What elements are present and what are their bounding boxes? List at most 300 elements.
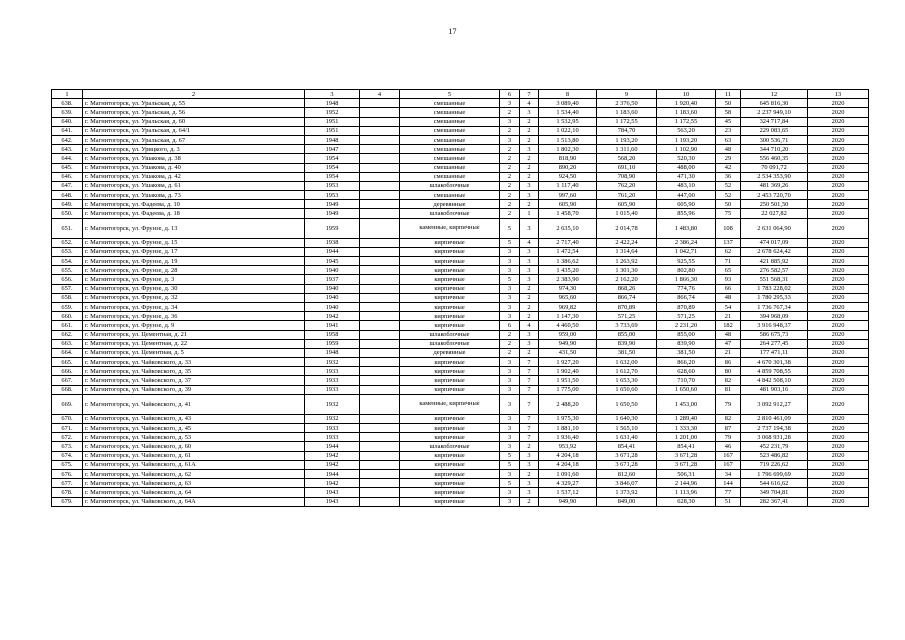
table-cell: 1943 (305, 488, 360, 497)
table-cell: 1 927,20 (539, 358, 597, 367)
table-cell: 1 333,30 (657, 424, 716, 433)
table-cell: смешанные (400, 145, 500, 154)
table-cell: 1 172,55 (657, 117, 716, 126)
table-cell: 605,90 (657, 200, 716, 209)
table-cell: 2020 (808, 209, 869, 218)
table-cell: смешанные (400, 126, 500, 135)
table-cell: 1940 (305, 293, 360, 302)
table-row (52, 424, 869, 433)
table-cell: 924,50 (539, 172, 597, 181)
table-cell: г. Магнитогорск, ул. Чайковского, д. 35 (83, 367, 305, 376)
table-cell: 1 902,40 (539, 367, 597, 376)
table-cell: 1 650,50 (597, 394, 657, 414)
table-cell: 997,60 (539, 191, 597, 200)
table-cell: 77 (716, 488, 741, 497)
table-cell (360, 414, 400, 423)
table-cell: 2020 (808, 191, 869, 200)
table-cell (360, 108, 400, 117)
table-cell: г. Магнитогорск, ул. Уральская, д. 64/1 (83, 126, 305, 135)
table-cell (360, 238, 400, 247)
table-cell: 2020 (808, 330, 869, 339)
table-cell: 2020 (808, 488, 869, 497)
table-cell: 638. (52, 99, 83, 108)
table-cell: 1952 (305, 108, 360, 117)
table-cell: 640. (52, 117, 83, 126)
table-cell: 675. (52, 460, 83, 469)
table-cell: 2 (520, 302, 539, 311)
table-cell: 2 (500, 209, 520, 218)
table-cell: 1 565,10 (597, 424, 657, 433)
table-cell: 4 670 301,38 (741, 358, 808, 367)
table-cell: 488,00 (657, 163, 716, 172)
table-cell: смешанные (400, 172, 500, 181)
table-cell: 81 (716, 385, 741, 394)
table-cell: 1 183,60 (657, 108, 716, 117)
table-cell (360, 99, 400, 108)
table-cell: 673. (52, 442, 83, 451)
table-cell: 1954 (305, 154, 360, 163)
table-cell: 1 631,40 (597, 433, 657, 442)
table-row (52, 284, 869, 293)
table-cell: 2020 (808, 293, 869, 302)
table-cell: 22 027,82 (741, 209, 808, 218)
table-cell: 644. (52, 154, 83, 163)
table-row (52, 385, 869, 394)
table-cell: 7 (520, 414, 539, 423)
table-cell: смешанные (400, 154, 500, 163)
table-cell: 2020 (808, 218, 869, 238)
table-cell: 86 (716, 358, 741, 367)
table-cell: г. Магнитогорск, ул. Уральская, д. 60 (83, 117, 305, 126)
table-cell: 2020 (808, 266, 869, 275)
table-cell: 1942 (305, 479, 360, 488)
table-cell: 2020 (808, 497, 869, 506)
table-cell: 2020 (808, 339, 869, 348)
table-cell: 2 (500, 145, 520, 154)
table-cell: 344 710,20 (741, 145, 808, 154)
table-cell: 1933 (305, 367, 360, 376)
table-cell: 1958 (305, 330, 360, 339)
table-cell: 3 089,40 (539, 99, 597, 108)
table-cell: 447,00 (657, 191, 716, 200)
table-cell: 71 (716, 257, 741, 266)
table-cell: шлакоблочные (400, 339, 500, 348)
table-cell: г. Магнитогорск, ул. Цементная, д. 22 (83, 339, 305, 348)
table-row (52, 238, 869, 247)
table-cell: 3 671,28 (657, 451, 716, 460)
table-cell: смешанные (400, 191, 500, 200)
table-cell: кирпичные (400, 302, 500, 311)
table-cell: 949,90 (539, 339, 597, 348)
table-row (52, 163, 869, 172)
table-cell (360, 469, 400, 478)
table-cell: 965,60 (539, 293, 597, 302)
table-cell: 50 (716, 200, 741, 209)
table-cell: 431,50 (539, 348, 597, 357)
table-cell: 3 (500, 376, 520, 385)
table-cell: 959,00 (539, 330, 597, 339)
table-cell: 51 (716, 497, 741, 506)
table-cell: 3 (500, 135, 520, 144)
table-cell: 3 (520, 218, 539, 238)
table-cell: 2020 (808, 117, 869, 126)
table-cell: кирпичные (400, 321, 500, 330)
table-cell: 2020 (808, 358, 869, 367)
table-header (52, 90, 869, 99)
table-cell: 34 (716, 469, 741, 478)
table-row (52, 302, 869, 311)
table-cell: 669. (52, 394, 83, 414)
table-cell: 3 (500, 284, 520, 293)
table-cell (360, 348, 400, 357)
table-cell: 653. (52, 247, 83, 256)
table-cell: 2020 (808, 181, 869, 190)
table-cell: 3 733,69 (597, 321, 657, 330)
table-row (52, 293, 869, 302)
table-cell: 3 (500, 358, 520, 367)
table-cell: 2 (520, 293, 539, 302)
header-cell: 2 (83, 90, 305, 99)
table-cell: 6 (500, 321, 520, 330)
table-cell: 1 263,92 (597, 257, 657, 266)
table-cell: 2020 (808, 424, 869, 433)
table-cell: 2020 (808, 145, 869, 154)
table-cell: 1 091,60 (539, 469, 597, 478)
table-cell: 659. (52, 302, 83, 311)
header-cell: 12 (741, 90, 808, 99)
table-cell: 2020 (808, 321, 869, 330)
table-cell: 645 816,30 (741, 99, 808, 108)
table-cell: деревянные (400, 200, 500, 209)
table-cell: 1940 (305, 302, 360, 311)
table-cell: 2020 (808, 451, 869, 460)
table-cell: 474 017,09 (741, 238, 808, 247)
table-cell: г. Магнитогорск, ул. Чайковского, д. 41 (83, 394, 305, 414)
table-cell: 3 (520, 488, 539, 497)
table-cell: 870,89 (657, 302, 716, 311)
table-cell: 1953 (305, 191, 360, 200)
table-cell (360, 488, 400, 497)
table-cell: 2 386,24 (657, 238, 716, 247)
table-cell: 1951 (305, 117, 360, 126)
table-cell: 3 (500, 247, 520, 256)
table-cell: 2 (520, 154, 539, 163)
table-cell: 649. (52, 200, 83, 209)
table-cell (360, 275, 400, 284)
table-cell: 855,96 (657, 209, 716, 218)
table-cell: 1 102,90 (657, 145, 716, 154)
table-cell: 1942 (305, 312, 360, 321)
table-cell: 46 (716, 442, 741, 451)
table-cell: 2 (500, 200, 520, 209)
table-cell: 866,74 (657, 293, 716, 302)
table-cell: 3 (520, 108, 539, 117)
table-cell: 2020 (808, 284, 869, 293)
header-cell: 10 (657, 90, 716, 99)
table-cell: 655. (52, 266, 83, 275)
table-cell: 264 277,45 (741, 339, 808, 348)
table-cell: 3 (500, 414, 520, 423)
table-cell: 2020 (808, 302, 869, 311)
table-cell: 639. (52, 108, 83, 117)
table-cell: 36 (716, 172, 741, 181)
table-row (52, 135, 869, 144)
table-cell: кирпичные (400, 238, 500, 247)
table-cell: 2 737 194,38 (741, 424, 808, 433)
table-cell: 2 (520, 135, 539, 144)
table-cell: 1 534,40 (539, 108, 597, 117)
table-cell: 1 117,40 (539, 181, 597, 190)
header-cell: 6 (500, 90, 520, 99)
table-cell: каменные, кирпичные (400, 218, 500, 238)
table-cell: 1 780 295,33 (741, 293, 808, 302)
table-cell: 866,74 (597, 293, 657, 302)
table-cell: 2 (520, 469, 539, 478)
table-cell: шлакоблочные (400, 181, 500, 190)
table-cell: 1932 (305, 414, 360, 423)
table-row (52, 339, 869, 348)
table-cell: 2 (500, 339, 520, 348)
table-row (52, 191, 869, 200)
table-cell: 5 (500, 479, 520, 488)
table-cell: 48 (716, 145, 741, 154)
table-cell: 1 183,60 (597, 108, 657, 117)
table-cell: 3 916 948,37 (741, 321, 808, 330)
table-cell: каменные, кирпичные (400, 394, 500, 414)
table-cell: 2020 (808, 163, 869, 172)
table-cell: 1 193,20 (657, 135, 716, 144)
table-cell: 1 632,00 (597, 358, 657, 367)
table-cell: 2 (520, 284, 539, 293)
table-cell: 870,89 (597, 302, 657, 311)
table-cell: г. Магнитогорск, ул. Фрунзе, д. 15 (83, 238, 305, 247)
table-cell: смешанные (400, 108, 500, 117)
table-cell: 774,76 (657, 284, 716, 293)
table-cell (360, 479, 400, 488)
table-cell: 1944 (305, 247, 360, 256)
table-cell: 182 (716, 321, 741, 330)
table-cell (360, 460, 400, 469)
table-cell: кирпичные (400, 424, 500, 433)
table-cell: 3 (520, 257, 539, 266)
table-cell: 3 671,28 (597, 451, 657, 460)
table-cell: 3 (500, 117, 520, 126)
table-cell: 2020 (808, 385, 869, 394)
table-cell: 2020 (808, 376, 869, 385)
table-cell: кирпичные (400, 266, 500, 275)
table-cell (360, 117, 400, 126)
table-cell: 54 (716, 302, 741, 311)
table-cell: г. Магнитогорск, ул. Чайковского, д. 62 (83, 469, 305, 478)
table-cell: 784,70 (597, 126, 657, 135)
table-cell: 1943 (305, 497, 360, 506)
table-cell: кирпичные (400, 469, 500, 478)
table-cell: г. Магнитогорск, ул. Фрунзе, д. 19 (83, 257, 305, 266)
table-cell: 3 (520, 266, 539, 275)
table-cell: 2 717,40 (539, 238, 597, 247)
table-cell: 762,20 (597, 181, 657, 190)
table-cell: 23 (716, 126, 741, 135)
table-cell: 2 (500, 181, 520, 190)
table-cell: 658. (52, 293, 83, 302)
table-cell: 4 329,27 (539, 479, 597, 488)
table-cell: 2020 (808, 479, 869, 488)
table-cell (360, 145, 400, 154)
table-cell: 2020 (808, 99, 869, 108)
table-row (52, 330, 869, 339)
table-cell: 481 903,16 (741, 385, 808, 394)
table-cell: 969,82 (539, 302, 597, 311)
table-cell: 1 015,40 (597, 209, 657, 218)
table-cell: 641. (52, 126, 83, 135)
table-cell (360, 181, 400, 190)
table-cell: 1945 (305, 257, 360, 266)
table-cell: 5 (500, 275, 520, 284)
table-cell: г. Магнитогорск, ул. Чайковского, д. 39 (83, 385, 305, 394)
table-cell: 2 (520, 117, 539, 126)
table-cell (360, 339, 400, 348)
table-cell: 1 042,71 (657, 247, 716, 256)
header-cell: 1 (52, 90, 83, 99)
table-cell: 660. (52, 312, 83, 321)
table-cell: 855,00 (657, 330, 716, 339)
table-cell: шлакоблочные (400, 442, 500, 451)
table-cell: 3 846,07 (597, 479, 657, 488)
table-cell: 1949 (305, 200, 360, 209)
table-cell: г. Магнитогорск, ул. Цементная, д. 5 (83, 348, 305, 357)
table-row (52, 497, 869, 506)
table-cell: 1 936,40 (539, 433, 597, 442)
table-cell: смешанные (400, 135, 500, 144)
table-cell: 3 (500, 488, 520, 497)
table-cell: 652. (52, 238, 83, 247)
table-body (52, 99, 869, 507)
table-cell: 1933 (305, 376, 360, 385)
table-cell: 2020 (808, 312, 869, 321)
table-cell: 647. (52, 181, 83, 190)
table-cell: 1937 (305, 275, 360, 284)
table-cell: 719 226,62 (741, 460, 808, 469)
table-row (52, 218, 869, 238)
table-cell: 1 373,92 (597, 488, 657, 497)
table-cell: г. Магнитогорск, ул. Фрунзе, д. 30 (83, 284, 305, 293)
table-cell (360, 394, 400, 414)
table-cell: 1954 (305, 163, 360, 172)
table-cell: кирпичные (400, 488, 500, 497)
table-cell: 544 616,62 (741, 479, 808, 488)
table-cell: кирпичные (400, 376, 500, 385)
table-cell: 2020 (808, 460, 869, 469)
table-cell: 2 014,78 (597, 218, 657, 238)
table-cell: 2020 (808, 172, 869, 181)
table-cell: 2020 (808, 135, 869, 144)
table-row (52, 469, 869, 478)
table-cell: г. Магнитогорск, ул. Чайковского, д. 53 (83, 433, 305, 442)
table-cell: г. Магнитогорск, ул. Чайковского, д. 33 (83, 358, 305, 367)
table-cell: 167 (716, 460, 741, 469)
table-cell: 1 147,30 (539, 312, 597, 321)
table-cell: 1 802,30 (539, 145, 597, 154)
table-cell (360, 126, 400, 135)
table-row (52, 275, 869, 284)
table-row (52, 433, 869, 442)
table-cell: кирпичные (400, 275, 500, 284)
table-cell: 3 (520, 460, 539, 469)
table-cell: 3 (520, 181, 539, 190)
table-cell: 7 (520, 358, 539, 367)
table-cell: 3 (500, 293, 520, 302)
table-row (52, 257, 869, 266)
table-cell: кирпичные (400, 358, 500, 367)
table-cell: 866,20 (657, 358, 716, 367)
table-cell: 1 866,30 (657, 275, 716, 284)
table-cell: 2 (500, 163, 520, 172)
table-cell (360, 163, 400, 172)
table-cell: 1 172,55 (597, 117, 657, 126)
table-cell: 2 (500, 172, 520, 181)
table-row (52, 414, 869, 423)
table-cell: 2020 (808, 348, 869, 357)
table-cell: г. Магнитогорск, ул. Уральская, д. 55 (83, 99, 305, 108)
table-cell: 1932 (305, 358, 360, 367)
table-row (52, 451, 869, 460)
table-cell: 674. (52, 451, 83, 460)
table-cell: 1 653,30 (597, 376, 657, 385)
table-cell: 4 859 708,55 (741, 367, 808, 376)
table-cell: 1944 (305, 442, 360, 451)
header-cell: 7 (520, 90, 539, 99)
table-cell: 2 162,20 (597, 275, 657, 284)
table-cell (360, 497, 400, 506)
table-cell: 2 635,10 (539, 218, 597, 238)
table-cell: 855,00 (597, 330, 657, 339)
table-cell: 668. (52, 385, 83, 394)
table-cell: 48 (716, 293, 741, 302)
table-cell: 3 (500, 497, 520, 506)
table-cell (360, 385, 400, 394)
table-cell: 2 (500, 191, 520, 200)
header-cell: 5 (400, 90, 500, 99)
table-cell: 586 675,73 (741, 330, 808, 339)
table-cell: кирпичные (400, 385, 500, 394)
table-cell: 642. (52, 135, 83, 144)
table-cell: кирпичные (400, 479, 500, 488)
table-cell: 643. (52, 145, 83, 154)
header-cell: 3 (305, 90, 360, 99)
table-row (52, 154, 869, 163)
table-cell: кирпичные (400, 414, 500, 423)
table-cell: 1 640,30 (597, 414, 657, 423)
table-cell: 953,92 (539, 442, 597, 451)
table-cell: 802,80 (657, 266, 716, 275)
table-cell: 82 (716, 376, 741, 385)
table-cell: 628,30 (657, 497, 716, 506)
table-cell: 471,30 (657, 172, 716, 181)
table-cell (360, 321, 400, 330)
table-cell: 3 (520, 451, 539, 460)
table-cell: 761,20 (597, 191, 657, 200)
table-cell: 1 193,20 (597, 135, 657, 144)
table-cell: 452 231,79 (741, 442, 808, 451)
table-cell: 657. (52, 284, 83, 293)
table-cell: 849,00 (597, 497, 657, 506)
table-cell: 7 (520, 367, 539, 376)
table-cell: 2 (520, 163, 539, 172)
table-cell: 1933 (305, 433, 360, 442)
table-cell: 3 (520, 339, 539, 348)
table-cell: 3 (520, 145, 539, 154)
table-cell: 3 092 912,27 (741, 394, 808, 414)
